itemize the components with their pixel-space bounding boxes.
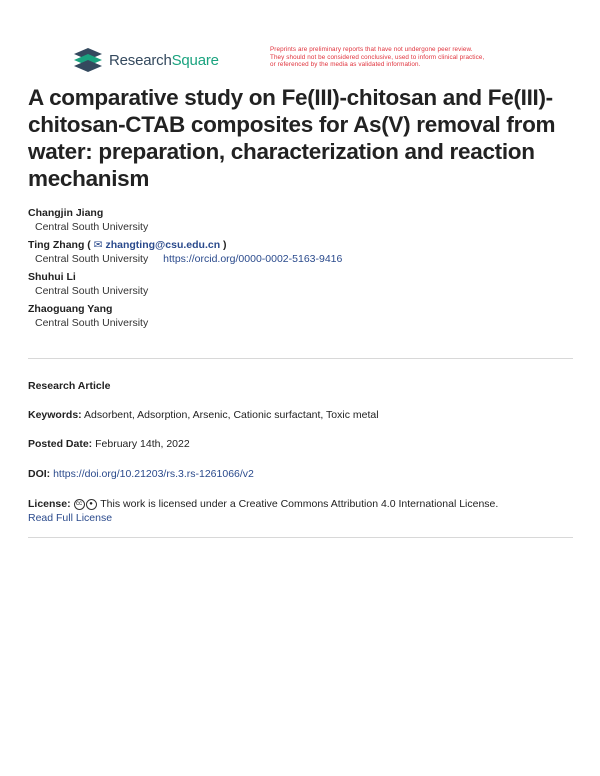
attribution-icon: ● — [86, 499, 97, 510]
orcid-link[interactable]: https://orcid.org/0000-0002-5163-9416 — [163, 253, 343, 265]
author-list — [28, 206, 576, 334]
keywords-label: Keywords: — [28, 409, 82, 421]
notice-line: They should not be considered conclusive, used to inform clinical practice, — [270, 53, 485, 61]
mail-icon: ✉ — [93, 239, 103, 251]
keywords-value: Adsorbent, Adsorption, Arsenic, Cationic surfactant, Toxic metal — [84, 409, 379, 421]
author-name: Shuhui Li — [28, 271, 76, 283]
posted-date-value: February 14th, 2022 — [95, 438, 190, 450]
logo-text: ResearchSquare — [109, 51, 219, 69]
author-affiliation: Central South University — [35, 253, 149, 265]
page-header — [74, 46, 544, 76]
author-item — [28, 206, 576, 234]
posted-date-label: Posted Date: — [28, 438, 93, 450]
cc-icon: cc — [74, 499, 85, 510]
license — [28, 497, 576, 525]
license-text: This work is licensed under a Creative Commons Attribution 4.0 International License. — [100, 498, 499, 510]
research-square-logo[interactable] — [74, 48, 219, 72]
article-type: Research Article — [28, 380, 111, 392]
author-affiliation: Central South University — [35, 285, 149, 297]
author-name: Ting Zhang — [28, 239, 85, 251]
author-affiliation: Central South University — [35, 221, 149, 233]
doi-link[interactable]: https://doi.org/10.21203/rs.3.rs-1261066/v2 — [53, 468, 254, 480]
divider — [28, 358, 573, 359]
posted-date — [28, 437, 576, 451]
doi-label: DOI: — [28, 468, 51, 480]
author-item: Ting Zhang ( ✉ zhangting@csu.edu.cn ) Central South University https://orcid.org/0000-0002-5163-9416 — [28, 239, 343, 265]
read-full-license-link[interactable]: Read Full License — [28, 512, 113, 524]
author-item — [28, 270, 576, 298]
author-name: Zhaoguang Yang — [28, 303, 113, 315]
research-square-logo-icon — [74, 48, 102, 72]
license-label: License: — [28, 498, 71, 510]
preprint-notice — [270, 46, 540, 69]
author-name: Changjin Jiang — [28, 207, 104, 219]
keywords — [28, 408, 576, 422]
notice-line: or referenced by the media as validated information. — [270, 61, 421, 68]
author-item — [28, 302, 576, 330]
author-affiliation: Central South University — [35, 317, 149, 329]
notice-line: Preprints are preliminary reports that have not undergone peer review. — [270, 46, 473, 53]
doi — [28, 467, 576, 481]
page-title: A comparative study on Fe(III)-chitosan and Fe(III)-chitosan-CTAB composites for As(V) removal from water: preparation, characterization and reaction mechanism — [28, 85, 556, 191]
divider — [28, 537, 573, 538]
author-email-link[interactable]: zhangting@csu.edu.cn — [105, 239, 221, 251]
